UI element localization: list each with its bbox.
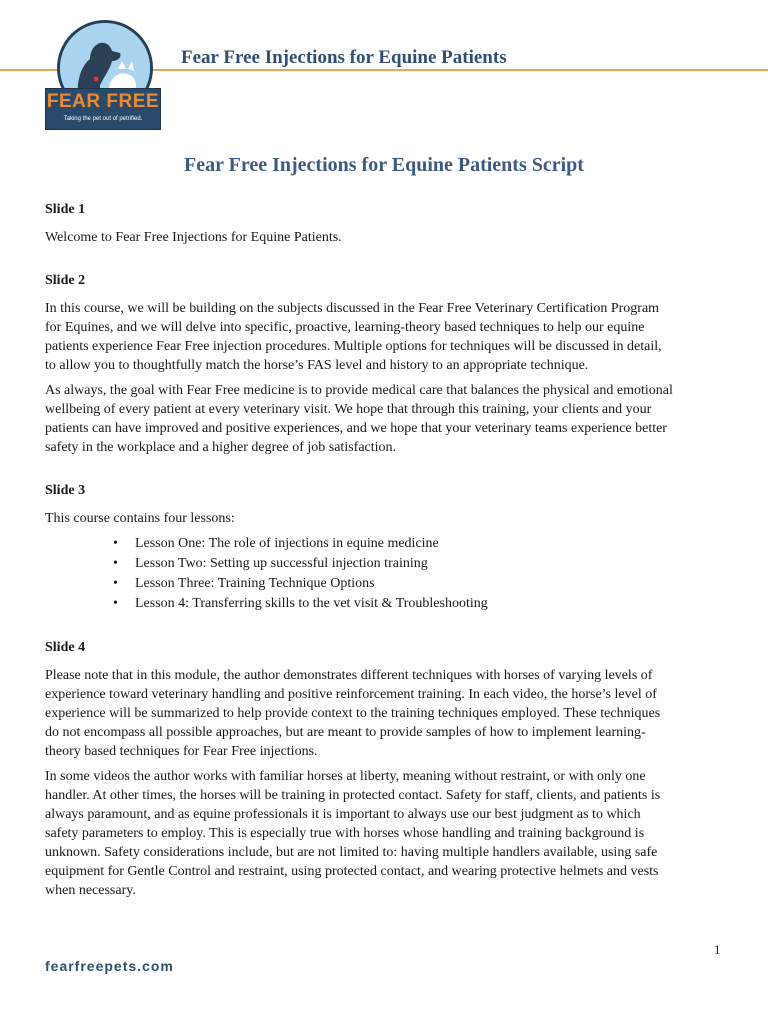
lesson-label: Lesson Three: Training Technique Options [135,576,375,591]
list-item [113,574,675,594]
slide-paragraph: In this course, we will be building on the subjects discussed in the Fear Free Veterinary Certification Program for Equines, and we will delve into specific, proactive, learning-theory based techniques to help our equine patients experience Fear Free injection procedures. Multiple options for techniques will be discussed in detail, to allow you to thoughtfully match the horse’s FAS level and history to an appropriate technique. [45,301,662,373]
slide-intro: This course contains four lessons: [45,511,235,526]
lesson-label: Lesson Two: Setting up successful injection training [135,556,428,571]
bullet-icon: • [113,536,118,551]
bullet-icon: • [113,576,118,591]
fear-free-logo [45,18,161,132]
slide-2-section [45,271,675,457]
slide-paragraph: In some videos the author works with familiar horses at liberty, meaning without restraint, or with only one handler. At other times, the horses will be training in protected contact. Safety for staff, clients, and patients is always paramount, and as equine professionals it is important to always use our best judgment as to which safety parameters to employ. This is especially true with horses whose handling and training background is unknown. Safety considerations include, but are not limited to: having multiple handlers available, using safe equipment for Gentle Control and restraint, using protected contact, and wearing protective helmets and vests when necessary. [45,769,661,898]
slide-paragraph: Please note that in this module, the author demonstrates different techniques with horses of varying levels of experience toward veterinary handling and positive reinforcement training. In each video, the horse’s level of experience will be summarized to help provide context to the training techniques employed. These techniques do not encompass all possible approaches, but are meant to provide samples of how to implement learning-theory based techniques for Fear Free injections. [45,668,661,759]
slide-1-section [45,200,675,247]
slide-paragraph: As always, the goal with Fear Free medicine is to provide medical care that balances the physical and emotional wellbeing of every patient at every veterinary visit. We hope that through this training, your clients and your patients can have improved and positive experiences, and we hope that your veterinary teams experience better safety in the workplace and a higher degree of job satisfaction. [45,383,673,455]
slide-heading: Slide 3 [45,483,86,498]
slide-heading: Slide 2 [45,273,86,288]
page-number: 1 [714,942,721,957]
slide-heading: Slide 1 [45,202,86,217]
slide-heading: Slide 4 [45,640,86,655]
document-body [45,200,675,924]
bullet-icon: • [113,556,118,571]
bullet-icon: • [113,596,118,611]
slide-4-section [45,638,675,900]
lesson-list [45,534,675,614]
list-item [113,534,675,554]
logo-tagline: Taking the pet out of petrified. [63,116,143,122]
document-title: Fear Free Injections for Equine Patients Script [184,154,584,176]
footer-url: fearfreepets.com [45,958,174,974]
slide-paragraph: Welcome to Fear Free Injections for Equine Patients. [45,230,342,245]
list-item [113,554,675,574]
logo-wordmark: FEAR FREE [46,91,160,112]
lesson-label: Lesson 4: Transferring skills to the vet visit & Troubleshooting [135,596,488,611]
logo-badge [45,88,161,130]
slide-3-section [45,481,675,614]
header-title: Fear Free Injections for Equine Patients [181,47,507,68]
list-item [113,594,675,614]
lesson-label: Lesson One: The role of injections in equine medicine [135,536,439,551]
